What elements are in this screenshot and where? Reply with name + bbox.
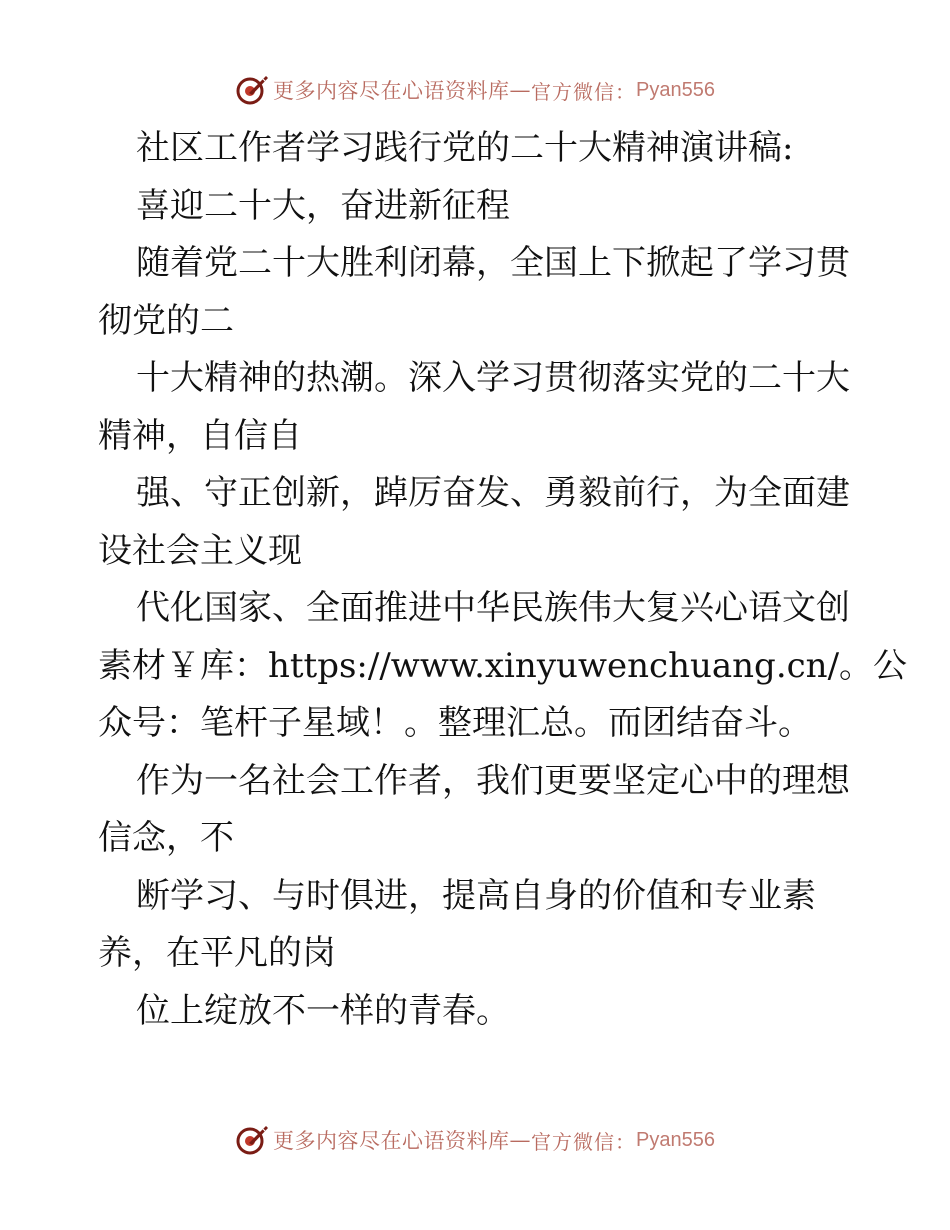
paragraph-line: 位上绽放不一样的青春。 xyxy=(136,990,510,1031)
paragraph-line: 代化国家、全面推进中华民族伟大复兴心语文创 xyxy=(136,588,850,628)
paragraph-line: 众号：笔杆子星域！。整理汇总。而团结奋斗。 xyxy=(98,703,812,743)
paragraph-line: 信念，不 xyxy=(98,818,234,858)
paragraph-line: 作为一名社会工作者，我们更要坚定心中的理想 xyxy=(136,760,850,801)
title-line-2: 喜迎二十大，奋进新征程 xyxy=(136,185,510,226)
header-watermark xyxy=(0,70,950,110)
paragraph-line: 养，在平凡的岗 xyxy=(98,933,336,973)
quill-logo-icon xyxy=(235,73,269,107)
paragraph-line: 素材￥库：https://www.xinyuwenchuang.cn/。公 xyxy=(98,645,908,686)
paragraph-line: 十大精神的热潮。深入学习贯彻落实党的二十大 xyxy=(136,358,850,398)
banner-official-label: 官方微信： xyxy=(531,79,637,104)
footer-watermark xyxy=(0,1120,950,1160)
banner-handle: Pyan556 xyxy=(636,78,715,101)
title-line-1: 社区工作者学习践行党的二十大精神演讲稿: xyxy=(136,128,794,168)
paragraph-line: 强、守正创新，踔厉奋发、勇毅前行，为全面建 xyxy=(136,473,850,513)
banner-dash: — xyxy=(509,1128,532,1152)
banner-handle: Pyan556 xyxy=(636,1128,715,1151)
banner-text: 更多内容尽在心语资料库 xyxy=(273,79,510,103)
paragraph-line: 设社会主义现 xyxy=(98,530,302,571)
paragraph-line: 随着党二十大胜利闭幕，全国上下掀起了学习贯 xyxy=(136,243,850,283)
banner-official-label: 官方微信： xyxy=(531,1129,637,1154)
paragraph-line: 断学习、与时俱进，提高自身的价值和专业素 xyxy=(136,875,816,916)
banner-dash: — xyxy=(509,78,532,102)
document-body xyxy=(98,120,908,1040)
quill-logo-icon xyxy=(235,1123,269,1157)
paragraph-line: 彻党的二 xyxy=(98,300,234,341)
paragraph-line: 精神，自信自 xyxy=(98,415,302,456)
banner-text: 更多内容尽在心语资料库 xyxy=(273,1129,510,1153)
